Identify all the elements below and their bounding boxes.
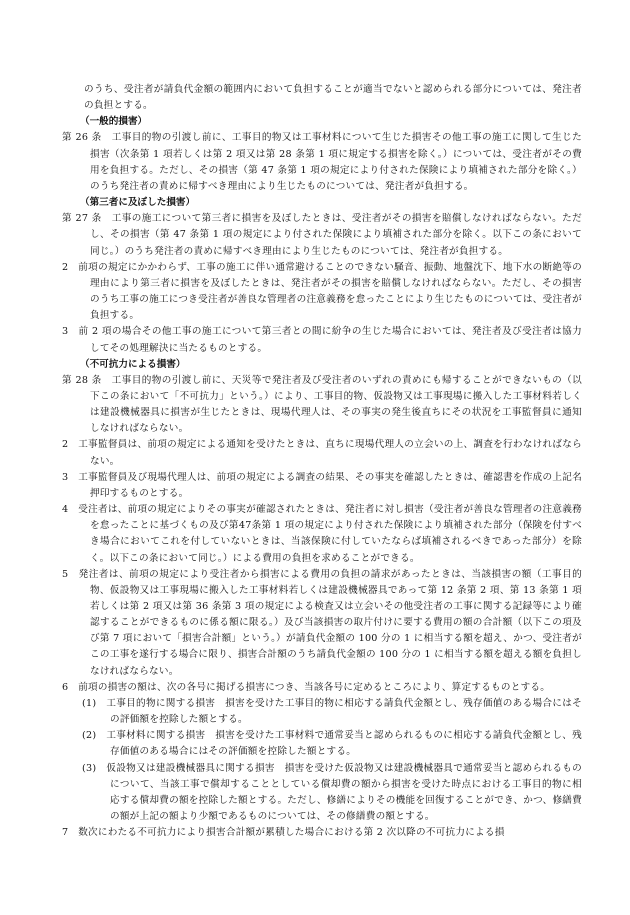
article-28-paragraph-5: 5 発注者は、前項の規定により受注者から損害による費用の負担の請求があったときは、当該損害の額（工事目的物、仮設物又は工事現場に搬入した工事材料若しくは建設機械器具であって第 12 条第 2 項、第 13 条第 1 項若しくは第 2 項又は第 36 条第 3 項の規定による検査又は立会いその他受注者の工事に関する記録等により確認することができるものに係る額に限る。）及び当該損害の取片付けに要する費用の額の合計額（以下この項及び第 7 項において「損害合計額」という。）が請負代金額の 100 分の 1 に相当する額を超え、かつ、受注者がこの工事を遂行する場合に限り、損害合計額のうち請負代金額の 100 分の 1 に相当する額を超える額を負担しなければならない。 bbox=[62, 568, 582, 677]
article-28-paragraph-4: 4 受注者は、前項の規定によりその事実が確認されたときは、発注者に対し損害（受注者が善良な管理者の注意義務を怠ったことに基づくもの及び第47条第 1 項の規定により付された保険により填補された部分（保険を付すべき場合においてこれを付していないときは、当該保険に付していたならば填補されるべきであった部分）を除く。以下この条において同じ。）による費用の負担を求めることができる。 bbox=[62, 504, 582, 564]
article-28-item-1: (1) 工事目的物に関する損害 損害を受けた工事目的物に相応する請負代金額とし、残存価値のある場合にはその評価額を控除した額とする。 bbox=[82, 697, 582, 726]
article-27-paragraph-2: 2 前項の規定にかかわらず、工事の施工に伴い通常避けることのできない騒音、振動、地盤沈下、地下水の断絶等の理由により第三者に損害を及ぼしたときは、発注者がその損害を賠償しなければならない。ただし、その損害のうち工事の施工につき受注者が善良な管理者の注意義務を怠ったことにより生じたものについては、受注者が負担する。 bbox=[62, 261, 582, 322]
article-27-paragraph-3: 3 前 2 項の場合その他工事の施工について第三者との間に紛争の生じた場合においては、発注者及び受注者は協力してその処理解決に当たるものとする。 bbox=[62, 326, 582, 354]
article-28: 第 28 条 工事目的物の引渡し前に、天災等で発注者及び受注者のいずれの責めにも帰することができないもの（以下この条において「不可抗力」という。）により、工事目的物、仮設物又は工事現場に搬入した工事材料若しくは建設機械器具に損害が生じたときは、現場代理人は、その事実の発生後直ちにその状況を工事監督員に通知しなければならない。 bbox=[62, 374, 582, 435]
heading-third-party-damage: （第三者に及ぼした損害） bbox=[80, 197, 196, 209]
article-28-paragraph-2: 2 工事監督員は、前項の規定による通知を受けたときは、直ちに現場代理人の立会いの上、調査を行わなければならない。 bbox=[62, 439, 582, 467]
article-27: 第 27 条 工事の施工について第三者に損害を及ぼしたときは、受注者がその損害を賠償しなければならない。ただし、その損害（第 47 条第 1 項の規定により付された保険により填補された部分を除く。以下この条において同じ。）のうち発注者の責めに帰すべき理由により生じたものについては、発注者が負担する。 bbox=[62, 213, 582, 257]
article-28-paragraph-3: 3 工事監督員及び現場代理人は、前項の規定による調査の結果、その事実を確認したときは、確認書を作成の上記名押印するものとする。 bbox=[62, 471, 582, 499]
article-28-paragraph-6: 6 前項の損害の額は、次の各号に掲げる損害につき、当該各号に定めるところにより、算定するものとする。 bbox=[62, 681, 551, 693]
article-28-paragraph-7: 7 数次にわたる不可抗力により損害合計額が累積した場合における第 2 次以降の不可抗力による損 bbox=[62, 827, 505, 839]
article-28-item-2: (2) 工事材料に関する損害 損害を受けた工事材料で通常妥当と認められるものに相応する請負代金額とし、残存価値のある場合にはその評価額を控除した額とする。 bbox=[82, 730, 582, 758]
heading-force-majeure-damage: （不可抗力による損害） bbox=[80, 358, 186, 370]
article-28-item-3: (3) 仮設物又は建設機械器具に関する損害 損害を受けた仮設物又は建設機械器具で通常妥当と認められるものについて、当該工事で償却することとしている償却費の額から損害を受けた時点における工事目的物に相応する償却費の額を控除した額とする。ただし、修繕によりその機能を回復することができ、かつ、修繕費の額が上記の額より少額であるものについては、その修繕費の額とする。 bbox=[82, 762, 582, 823]
article-26: 第 26 条 工事目的物の引渡し前に、工事目的物又は工事材料について生じた損害その他工事の施工に関して生じた損害（次条第 1 項若しくは第 2 項又は第 28 条第 1 項に規定する損害を除く。）については、受注者がその費用を負担する。ただし、その損害（第 47 条第 1 項の規定により付された保険により填補された部分を除く。）のうち発注者の責めに帰すべき理由により生じたものについては、発注者が負担する。 bbox=[62, 132, 582, 192]
heading-general-damage: （一般的損害） bbox=[80, 116, 148, 128]
carryover-paragraph: のうち、受注者が請負代金額の範囲内において負担することが適当でないと認められる部分については、発注者の負担とする。 bbox=[84, 84, 582, 112]
